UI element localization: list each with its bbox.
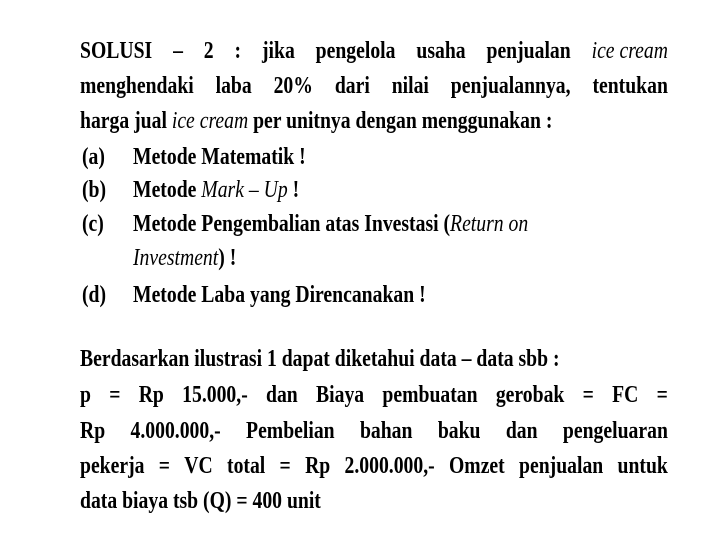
- word: Omzet: [449, 453, 505, 479]
- word: tentukan: [592, 73, 668, 99]
- illustration-line-1: Berdasarkan ilustrasi 1 dapat diketahui data – data sbb :: [80, 346, 560, 372]
- word: Biaya: [316, 382, 365, 408]
- item-b-label: (b): [82, 177, 107, 203]
- item-c-text-cont: [133, 241, 236, 275]
- word: =: [279, 453, 291, 479]
- word: pengeluaran: [562, 418, 668, 444]
- word: usaha: [416, 38, 466, 64]
- text-italic: Mark – Up: [201, 177, 288, 203]
- word: 2: [203, 38, 214, 64]
- text-italic: ice cream: [171, 108, 249, 134]
- word: SOLUSI: [80, 38, 153, 64]
- word: laba: [215, 73, 252, 99]
- word: penjualan: [486, 38, 571, 64]
- word: menghendaki: [80, 73, 194, 99]
- word: pekerja: [80, 453, 145, 479]
- word: 15.000,-: [182, 382, 248, 408]
- word: 4.000.000,-: [130, 418, 221, 444]
- text-italic: Return on: [450, 211, 529, 237]
- text: harga jual: [80, 108, 172, 134]
- text: Metode Matematik !: [133, 144, 306, 170]
- word: VC: [184, 453, 213, 479]
- item-d-label: (d): [82, 282, 107, 308]
- problem-line-3: [80, 104, 562, 138]
- word: nilai: [391, 73, 429, 99]
- word: –: [173, 38, 183, 64]
- word: total: [227, 453, 266, 479]
- item-c-text: [133, 207, 528, 241]
- word: =: [582, 382, 594, 408]
- word: =: [109, 382, 121, 408]
- word: baku: [437, 418, 481, 444]
- word: FC: [612, 382, 639, 408]
- word: =: [158, 453, 171, 479]
- text: per unitnya dengan menggunakan :: [248, 108, 553, 134]
- item-a-text: [133, 140, 306, 174]
- word: 20%: [273, 73, 313, 99]
- word: penjualannya,: [450, 73, 571, 99]
- word: untuk: [617, 453, 668, 479]
- word: 2.000.000,-: [344, 453, 435, 479]
- text: !: [287, 177, 300, 203]
- word: pembuatan: [382, 382, 478, 408]
- word: Pembelian: [246, 418, 335, 444]
- text: ) !: [218, 245, 237, 271]
- illustration-line-5: data biaya tsb (Q) = 400 unit: [80, 488, 321, 514]
- item-a-label: (a): [82, 144, 105, 170]
- illustration-line-4: [80, 449, 668, 483]
- word: Rp: [138, 382, 164, 408]
- text-italic: Investment: [133, 245, 219, 271]
- item-c-label: (c): [82, 211, 104, 237]
- illustration-line-2: [80, 378, 668, 412]
- word: gerobak: [495, 382, 565, 408]
- word: =: [656, 382, 668, 408]
- word-italic: ice cream: [591, 38, 668, 64]
- word: bahan: [359, 418, 413, 444]
- illustration-line-3: [80, 414, 668, 448]
- text: Metode Laba yang Direncanakan !: [133, 282, 426, 308]
- word: dan: [505, 418, 538, 444]
- problem-line-2: [80, 69, 668, 103]
- word: pengelola: [315, 38, 396, 64]
- word: dari: [334, 73, 370, 99]
- word: dan: [266, 382, 298, 408]
- word: penjualan: [519, 453, 604, 479]
- word: p: [80, 382, 91, 408]
- word: :: [234, 38, 242, 64]
- word: Rp: [80, 418, 106, 444]
- item-b-text: [133, 173, 299, 207]
- text: Metode Pengembalian atas Investasi (: [133, 211, 451, 237]
- word: jika: [261, 38, 295, 64]
- item-d-text: [133, 278, 426, 312]
- problem-line-1: [80, 34, 668, 68]
- text: Metode: [133, 177, 202, 203]
- word: Rp: [305, 453, 331, 479]
